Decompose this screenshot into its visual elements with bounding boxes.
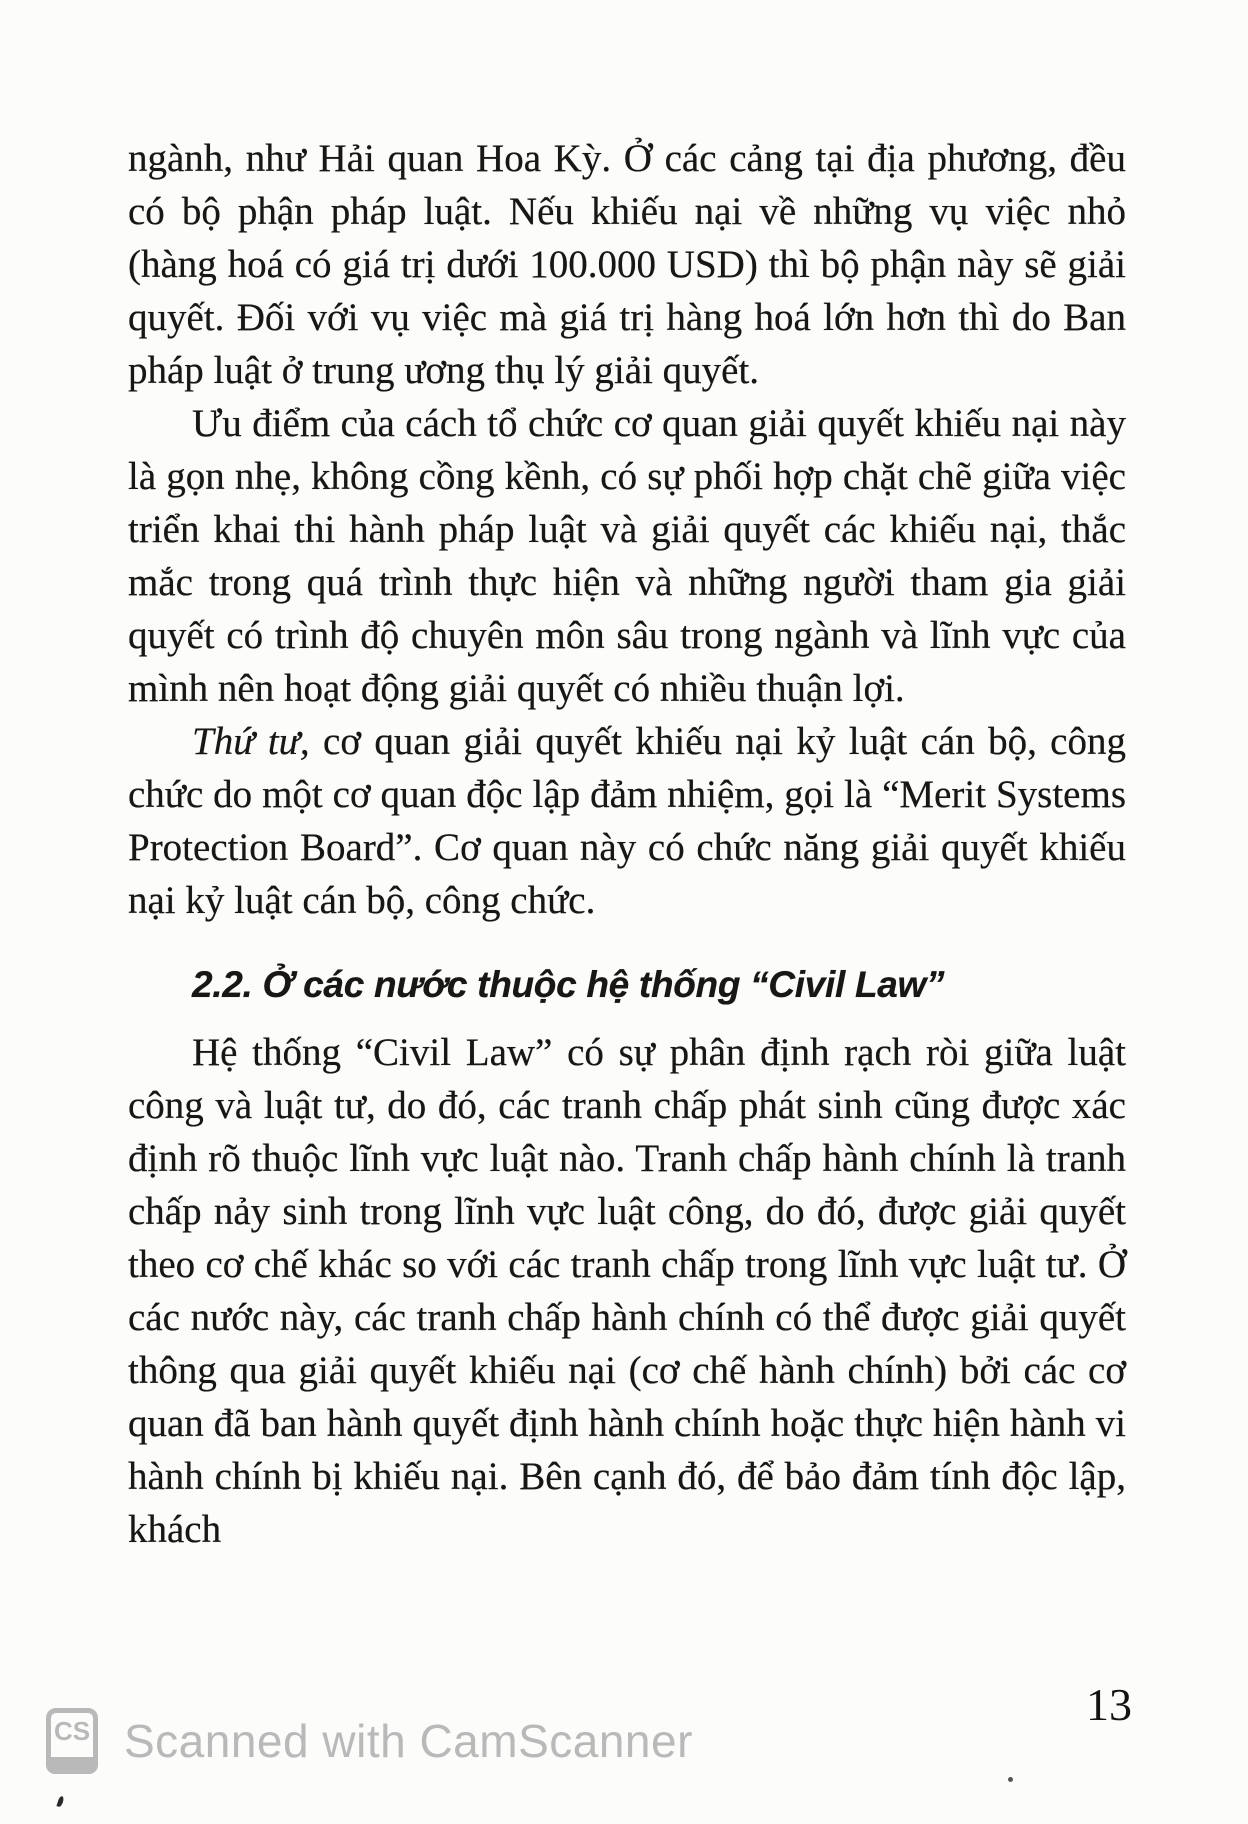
- camscanner-logo-icon: [46, 1708, 98, 1774]
- camscanner-watermark: [46, 1708, 693, 1774]
- section-heading: 2.2. Ở các nước thuộc hệ thống “Civil Law”: [192, 964, 945, 1005]
- paragraph: Hệ thống “Civil Law” có sự phân định rạch ròi giữa luật công và luật tư, do đó, các tranh chấp phát sinh cũng được xác định rõ thuộc lĩnh vực luật nào. Tranh chấp hành chính là tranh chấp nảy sinh trong lĩnh vực luật công, do đó, được giải quyết theo cơ chế khác so với các tranh chấp trong lĩnh vực luật tư. Ở các nước này, các tranh chấp hành chính có thể được giải quyết thông qua giải quyết khiếu nại (cơ chế hành chính) bởi các cơ quan đã ban hành quyết định hành chính hoặc thực hiện hành vi hành chính bị khiếu nại. Bên cạnh đó, để bảo đảm tính độc lập, khách: [128, 1031, 1126, 1551]
- camscanner-logo-letters: CS: [53, 1716, 91, 1746]
- paragraph: ngành, như Hải quan Hoa Kỳ. Ở các cảng tại địa phương, đều có bộ phận pháp luật. Nếu khiếu nại về những vụ việc nhỏ (hàng hoá có giá trị dưới 100.000 USD) thì bộ phận này sẽ giải quyết. Đối với vụ việc mà giá trị hàng hoá lớn hơn thì do Ban pháp luật ở trung ương thụ lý giải quyết.: [128, 137, 1126, 392]
- ink-speck: [1008, 1777, 1013, 1782]
- ink-speck: [56, 1795, 64, 1807]
- camscanner-logo-bar: [46, 1757, 98, 1774]
- page-number: 13: [1086, 1679, 1132, 1730]
- watermark-label: Scanned with CamScanner: [124, 1715, 693, 1767]
- paragraph: Ưu điểm của cách tổ chức cơ quan giải quyết khiếu nại này là gọn nhẹ, không cồng kềnh, có sự phối hợp chặt chẽ giữa việc triển khai thi hành pháp luật và giải quyết các khiếu nại, thắc mắc trong quá trình thực hiện và những người tham gia giải quyết có trình độ chuyên môn sâu trong ngành và lĩnh vực của mình nên hoạt động giải quyết có nhiều thuận lợi.: [128, 402, 1126, 710]
- paragraph: Thứ tư, cơ quan giải quyết khiếu nại kỷ luật cán bộ, công chức do một cơ quan độc lập đảm nhiệm, gọi là “Merit Systems Protection Board”. Cơ quan này có chức năng giải quyết khiếu nại kỷ luật cán bộ, công chức.: [128, 720, 1126, 922]
- italic-lead: Thứ tư,: [192, 720, 310, 763]
- page-text: [128, 132, 1126, 1556]
